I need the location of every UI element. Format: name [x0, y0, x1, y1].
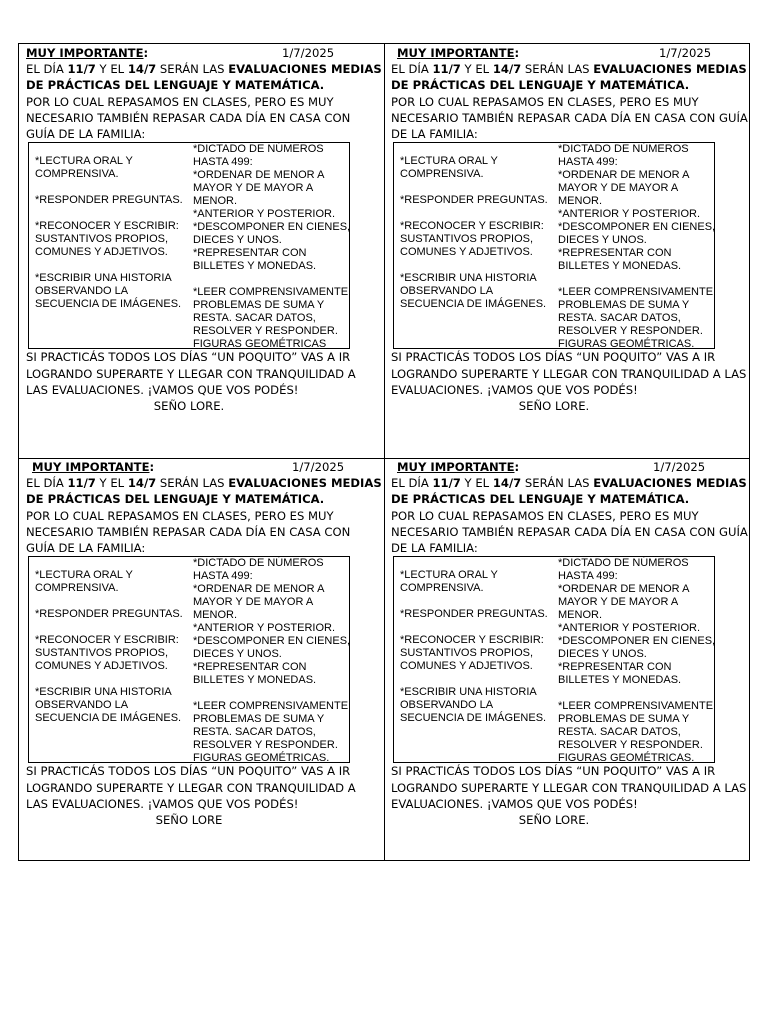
- intro-line-2: DE PRÁCTICAS DEL LENGUAJE Y MATEMÁTICA.: [391, 492, 690, 507]
- math-item: *ANTERIOR Y POSTERIOR.: [558, 208, 701, 221]
- math-item: FIGURAS GEOMÉTRICAS.: [193, 752, 330, 765]
- card-title: MUY IMPORTANTE:: [32, 460, 155, 474]
- math-item: RESOLVER Y RESPONDER.: [558, 739, 703, 752]
- math-item: *ORDENAR DE MENOR A: [193, 583, 325, 596]
- math-item: RESOLVER Y RESPONDER.: [193, 739, 338, 752]
- language-item: *RECONOCER Y ESCRIBIR:: [400, 220, 544, 233]
- card-header: [391, 45, 751, 61]
- math-item: PROBLEMAS DE SUMA Y: [558, 713, 690, 726]
- language-topics: [400, 569, 552, 725]
- math-item: DIECES Y UNOS.: [193, 234, 282, 247]
- language-item: *ESCRIBIR UNA HISTORIA: [400, 272, 537, 285]
- spacer: [35, 181, 187, 194]
- intro-line: EL DÍA 11/7 Y EL 14/7 SERÁN LAS EVALUACIONES MEDIAS: [26, 62, 382, 76]
- intro-line-2: DE PRÁCTICAS DEL LENGUAJE Y MATEMÁTICA.: [26, 78, 325, 93]
- body-line: GUÍA DE LA FAMILIA:: [26, 541, 146, 556]
- card-title: MUY IMPORTANTE:: [26, 46, 149, 60]
- body-line: NECESARIO TAMBIÉN REPASAR CADA DÍA EN CASA CON GUÍA: [391, 110, 748, 125]
- math-topics: [193, 143, 351, 351]
- math-item: *DESCOMPONER EN CIENES,: [558, 221, 716, 234]
- signature: SEÑO LORE.: [518, 813, 590, 828]
- spacer: [35, 673, 187, 686]
- math-item: RESOLVER Y RESPONDER.: [193, 325, 338, 338]
- math-item: FIGURAS GEOMÉTRICAS: [193, 338, 327, 351]
- math-item: *ORDENAR DE MENOR A: [558, 583, 690, 596]
- math-item: MAYOR Y DE MAYOR A: [193, 182, 314, 195]
- language-item: *RECONOCER Y ESCRIBIR:: [35, 220, 179, 233]
- card-title: MUY IMPORTANTE:: [397, 46, 520, 60]
- topics-box: [28, 142, 350, 349]
- language-item: COMUNES Y ADJETIVOS.: [35, 660, 168, 673]
- math-item: FIGURAS GEOMÉTRICAS.: [558, 752, 695, 765]
- body-line: POR LO CUAL REPASAMOS EN CLASES, PERO ES MUY: [26, 508, 334, 523]
- math-item: *DESCOMPONER EN CIENES,: [558, 635, 716, 648]
- body-line: GUÍA DE LA FAMILIA:: [26, 127, 146, 142]
- body-line: DE LA FAMILIA:: [391, 127, 478, 142]
- language-item: *ESCRIBIR UNA HISTORIA: [35, 272, 172, 285]
- language-item: SECUENCIA DE IMÁGENES.: [35, 298, 182, 311]
- card-date: 1/7/2025: [282, 46, 335, 60]
- language-item: SUSTANTIVOS PROPIOS,: [400, 647, 534, 660]
- spacer: [35, 621, 187, 634]
- language-item: *LECTURA ORAL Y: [35, 155, 133, 168]
- language-item: OBSERVANDO LA: [400, 285, 494, 298]
- math-item: PROBLEMAS DE SUMA Y: [193, 299, 325, 312]
- math-item: DIECES Y UNOS.: [193, 648, 282, 661]
- notice-card: [26, 45, 386, 415]
- signature: SEÑO LORE: [155, 813, 223, 828]
- math-item: HASTA 499:: [193, 156, 253, 169]
- language-topics: [400, 155, 552, 311]
- spacer: [400, 621, 552, 634]
- math-item: *ANTERIOR Y POSTERIOR.: [193, 208, 336, 221]
- closing-line: SI PRACTICÁS TODOS LOS DÍAS “UN POQUITO” VAS A IR: [26, 350, 351, 365]
- closing-line: LOGRANDO SUPERARTE Y LLEGAR CON TRANQUILIDAD A: [26, 366, 356, 381]
- math-item: RESTA. SACAR DATOS,: [193, 726, 316, 739]
- intro-line: EL DÍA 11/7 Y EL 14/7 SERÁN LAS EVALUACIONES MEDIAS: [26, 476, 382, 490]
- math-item: *DESCOMPONER EN CIENES,: [193, 221, 351, 234]
- language-item: *RESPONDER PREGUNTAS.: [35, 194, 183, 207]
- math-item: *ORDENAR DE MENOR A: [193, 169, 325, 182]
- math-item: *REPRESENTAR CON: [193, 661, 307, 674]
- math-item: HASTA 499:: [558, 156, 618, 169]
- math-item: *ANTERIOR Y POSTERIOR.: [558, 622, 701, 635]
- card-title: MUY IMPORTANTE:: [397, 460, 520, 474]
- spacer: [400, 181, 552, 194]
- body-line: POR LO CUAL REPASAMOS EN CLASES, PERO ES MUY: [391, 508, 699, 523]
- intro-line: EL DÍA 11/7 Y EL 14/7 SERÁN LAS EVALUACIONES MEDIAS: [391, 62, 747, 76]
- math-item: MENOR.: [193, 609, 237, 622]
- language-item: *LECTURA ORAL Y: [400, 155, 498, 168]
- card-date: 1/7/2025: [659, 46, 712, 60]
- spacer: [35, 207, 187, 220]
- signature: SEÑO LORE.: [153, 399, 225, 414]
- spacer: [558, 687, 716, 700]
- closing-line: LOGRANDO SUPERARTE Y LLEGAR CON TRANQUILIDAD A LAS: [391, 366, 747, 381]
- spacer: [400, 673, 552, 686]
- math-item: DIECES Y UNOS.: [558, 234, 647, 247]
- language-item: *RECONOCER Y ESCRIBIR:: [400, 634, 544, 647]
- language-item: SECUENCIA DE IMÁGENES.: [35, 712, 182, 725]
- math-item: RESTA. SACAR DATOS,: [558, 726, 681, 739]
- closing-line: LOGRANDO SUPERARTE Y LLEGAR CON TRANQUILIDAD A LAS: [391, 780, 747, 795]
- intro-line: EL DÍA 11/7 Y EL 14/7 SERÁN LAS EVALUACIONES MEDIAS: [391, 476, 747, 490]
- language-item: OBSERVANDO LA: [400, 699, 494, 712]
- language-item: COMUNES Y ADJETIVOS.: [400, 660, 533, 673]
- signature: SEÑO LORE.: [518, 399, 590, 414]
- math-topics: [193, 557, 351, 765]
- spacer: [400, 207, 552, 220]
- language-item: *RECONOCER Y ESCRIBIR:: [35, 634, 179, 647]
- notice-card: [391, 45, 751, 415]
- intro-line-2: DE PRÁCTICAS DEL LENGUAJE Y MATEMÁTICA.: [26, 492, 325, 507]
- math-item: BILLETES Y MONEDAS.: [193, 674, 317, 687]
- language-item: *LECTURA ORAL Y: [35, 569, 133, 582]
- math-item: *LEER COMPRENSIVAMENTE: [558, 700, 714, 713]
- card-header: [391, 459, 751, 475]
- closing-line: EVALUACIONES. ¡VAMOS QUE VOS PODÉS!: [391, 797, 638, 812]
- math-item: *LEER COMPRENSIVAMENTE: [558, 286, 714, 299]
- math-item: *DESCOMPONER EN CIENES,: [193, 635, 351, 648]
- spacer: [193, 273, 351, 286]
- language-topics: [35, 155, 187, 311]
- language-item: COMPRENSIVA.: [35, 168, 119, 181]
- language-item: OBSERVANDO LA: [35, 285, 129, 298]
- language-item: OBSERVANDO LA: [35, 699, 129, 712]
- math-topics: [558, 143, 716, 351]
- language-item: *LECTURA ORAL Y: [400, 569, 498, 582]
- math-item: HASTA 499:: [558, 570, 618, 583]
- spacer: [35, 595, 187, 608]
- math-topics: [558, 557, 716, 765]
- language-item: *ESCRIBIR UNA HISTORIA: [400, 686, 537, 699]
- card-date: 1/7/2025: [653, 460, 706, 474]
- closing-line: SI PRACTICÁS TODOS LOS DÍAS “UN POQUITO” VAS A IR: [26, 764, 351, 779]
- body-line: NECESARIO TAMBIÉN REPASAR CADA DÍA EN CASA CON: [26, 524, 351, 539]
- math-item: *DICTADO DE NÚMEROS: [193, 143, 324, 156]
- language-item: COMUNES Y ADJETIVOS.: [400, 246, 533, 259]
- math-item: *LEER COMPRENSIVAMENTE: [193, 700, 349, 713]
- closing-line: LAS EVALUACIONES. ¡VAMOS QUE VOS PODÉS!: [26, 383, 299, 398]
- topics-box: [393, 142, 715, 349]
- math-item: *ANTERIOR Y POSTERIOR.: [193, 622, 336, 635]
- body-line: DE LA FAMILIA:: [391, 541, 478, 556]
- math-item: BILLETES Y MONEDAS.: [558, 260, 682, 273]
- language-item: *RESPONDER PREGUNTAS.: [35, 608, 183, 621]
- math-item: MAYOR Y DE MAYOR A: [558, 596, 679, 609]
- math-item: *LEER COMPRENSIVAMENTE: [193, 286, 349, 299]
- math-item: *REPRESENTAR CON: [193, 247, 307, 260]
- closing-line: SI PRACTICÁS TODOS LOS DÍAS “UN POQUITO” VAS A IR: [391, 350, 716, 365]
- body-line: POR LO CUAL REPASAMOS EN CLASES, PERO ES MUY: [391, 94, 699, 109]
- intro-line-2: DE PRÁCTICAS DEL LENGUAJE Y MATEMÁTICA.: [391, 78, 690, 93]
- language-item: COMUNES Y ADJETIVOS.: [35, 246, 168, 259]
- math-item: *DICTADO DE NÚMEROS: [193, 557, 324, 570]
- math-item: *DICTADO DE NÚMEROS: [558, 557, 689, 570]
- card-header: [26, 45, 386, 61]
- math-item: *REPRESENTAR CON: [558, 661, 672, 674]
- math-item: PROBLEMAS DE SUMA Y: [193, 713, 325, 726]
- language-item: SUSTANTIVOS PROPIOS,: [35, 233, 169, 246]
- spacer: [400, 259, 552, 272]
- body-line: POR LO CUAL REPASAMOS EN CLASES, PERO ES MUY: [26, 94, 334, 109]
- math-item: BILLETES Y MONEDAS.: [558, 674, 682, 687]
- closing-line: LAS EVALUACIONES. ¡VAMOS QUE VOS PODÉS!: [26, 797, 299, 812]
- math-item: RESTA. SACAR DATOS,: [193, 312, 316, 325]
- language-item: *RESPONDER PREGUNTAS.: [400, 608, 548, 621]
- notice-card: [26, 459, 386, 829]
- math-item: MENOR.: [558, 609, 602, 622]
- spacer: [400, 595, 552, 608]
- card-header: [26, 459, 386, 475]
- math-item: *REPRESENTAR CON: [558, 247, 672, 260]
- closing-line: SI PRACTICÁS TODOS LOS DÍAS “UN POQUITO” VAS A IR: [391, 764, 716, 779]
- math-item: FIGURAS GEOMÉTRICAS.: [558, 338, 695, 351]
- topics-box: [28, 556, 350, 763]
- spacer: [35, 259, 187, 272]
- math-item: RESTA. SACAR DATOS,: [558, 312, 681, 325]
- language-topics: [35, 569, 187, 725]
- language-item: SECUENCIA DE IMÁGENES.: [400, 298, 547, 311]
- closing-line: LOGRANDO SUPERARTE Y LLEGAR CON TRANQUILIDAD A: [26, 780, 356, 795]
- math-item: BILLETES Y MONEDAS.: [193, 260, 317, 273]
- math-item: RESOLVER Y RESPONDER.: [558, 325, 703, 338]
- math-item: DIECES Y UNOS.: [558, 648, 647, 661]
- spacer: [193, 687, 351, 700]
- language-item: SECUENCIA DE IMÁGENES.: [400, 712, 547, 725]
- topics-box: [393, 556, 715, 763]
- math-item: PROBLEMAS DE SUMA Y: [558, 299, 690, 312]
- language-item: COMPRENSIVA.: [400, 168, 484, 181]
- math-item: MENOR.: [558, 195, 602, 208]
- math-item: *DICTADO DE NÚMEROS: [558, 143, 689, 156]
- language-item: *RESPONDER PREGUNTAS.: [400, 194, 548, 207]
- math-item: HASTA 499:: [193, 570, 253, 583]
- math-item: MAYOR Y DE MAYOR A: [558, 182, 679, 195]
- language-item: SUSTANTIVOS PROPIOS,: [35, 647, 169, 660]
- math-item: *ORDENAR DE MENOR A: [558, 169, 690, 182]
- body-line: NECESARIO TAMBIÉN REPASAR CADA DÍA EN CASA CON GUÍA: [391, 524, 748, 539]
- spacer: [558, 273, 716, 286]
- math-item: MENOR.: [193, 195, 237, 208]
- language-item: COMPRENSIVA.: [400, 582, 484, 595]
- closing-line: EVALUACIONES. ¡VAMOS QUE VOS PODÉS!: [391, 383, 638, 398]
- language-item: *ESCRIBIR UNA HISTORIA: [35, 686, 172, 699]
- math-item: MAYOR Y DE MAYOR A: [193, 596, 314, 609]
- body-line: NECESARIO TAMBIÉN REPASAR CADA DÍA EN CASA CON: [26, 110, 351, 125]
- notice-card: [391, 459, 751, 829]
- language-item: COMPRENSIVA.: [35, 582, 119, 595]
- language-item: SUSTANTIVOS PROPIOS,: [400, 233, 534, 246]
- card-date: 1/7/2025: [292, 460, 345, 474]
